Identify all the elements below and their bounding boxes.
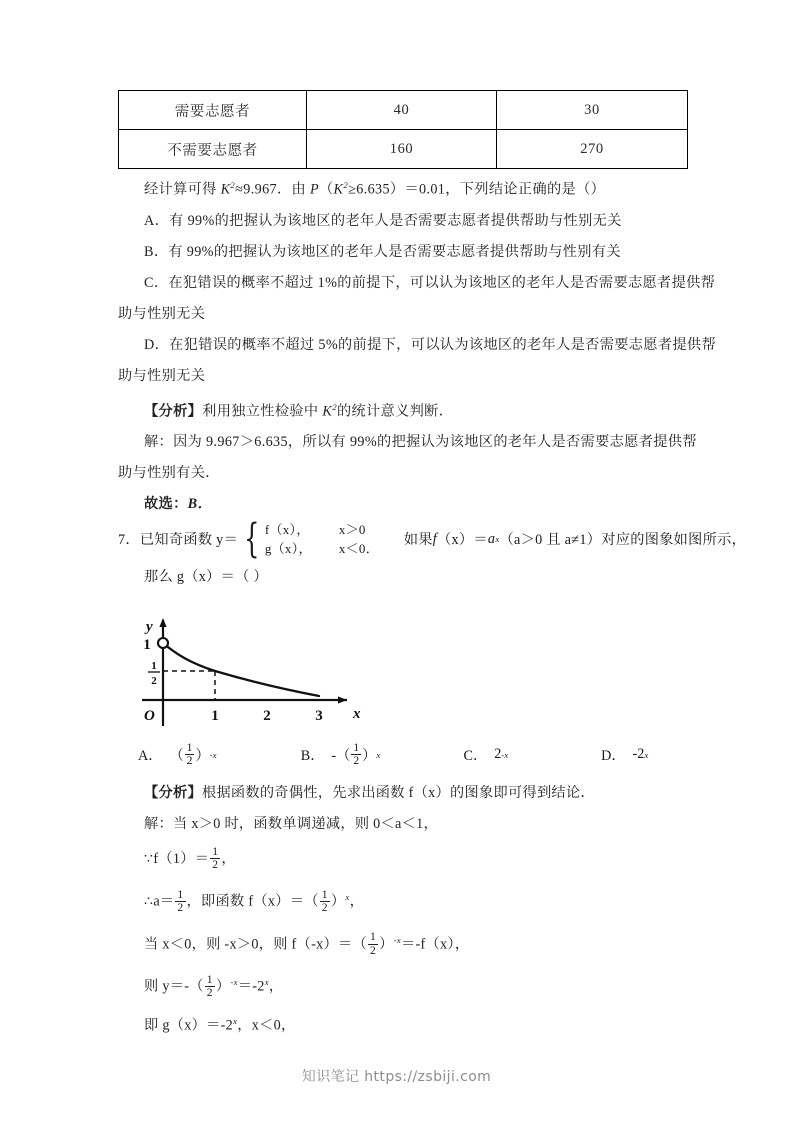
q6-solution-line1 [118, 427, 697, 458]
q7-option-c-label: C． [463, 747, 488, 764]
q6-stem-mid: ≈9.967．由 [235, 181, 310, 198]
case2-condition: x＜0． [338, 541, 380, 556]
q7-sol5-exponent: -x [230, 977, 238, 988]
q7-sol6-pre: 即 g（x）＝-2 [144, 1017, 234, 1034]
q7-sol4-exponent: -x [393, 934, 402, 945]
q7-solution-line1 [118, 809, 688, 840]
q6-option-c-line2[interactable]: 助与性别无关 [118, 305, 206, 322]
q7-option-b[interactable] [301, 742, 464, 767]
table-cell-male: 40 [307, 91, 497, 130]
q6-paren-open: （ [318, 181, 334, 198]
q6-answer-tag: 故选： [144, 496, 188, 513]
case1-expression: f（x）， [264, 522, 310, 537]
y-tick-label-1: 1 [143, 637, 151, 653]
q7-stem-row [118, 515, 747, 562]
q7-analysis-text: 根据函数的奇偶性，先求出函数 f（x）的图象即可得到结论． [201, 785, 595, 801]
q7-a-symbol: a [487, 530, 496, 547]
q7-option-d-base: -2 [632, 746, 645, 763]
y-tick-label-half-denominator: 2 [151, 675, 157, 687]
q7-option-a-close: ） [195, 747, 210, 764]
q7-sol5-denominator: 2 [206, 986, 213, 1000]
x-tick-label-2: 2 [263, 708, 271, 724]
exponential-decay-figure [132, 614, 364, 734]
origin-label: O [144, 708, 155, 724]
table-cell-female: 30 [497, 91, 688, 130]
q7-sol4-fraction [368, 931, 378, 956]
q7-sol3-end: ， [349, 893, 365, 910]
contingency-table [118, 90, 688, 169]
q7-sol3-numerator-2: 1 [321, 887, 328, 901]
y-axis-arrow-icon [159, 618, 166, 627]
footer-watermark [0, 1066, 793, 1086]
table-body [119, 91, 688, 169]
q7-sol2-post: ， [221, 851, 236, 867]
q7-option-b-close: ） [362, 747, 377, 764]
q6-solution-line2: 助与性别有关． [118, 465, 220, 482]
q7-solution-line5 [118, 963, 688, 1006]
q7-sol3-mid: ，即函数 f（x）＝（ [186, 893, 319, 910]
table-row [119, 130, 688, 169]
q7-stem-line2: 那么 g（x）＝（ ） [144, 569, 268, 585]
q7-sol3-denominator-2: 2 [321, 900, 328, 914]
q7-option-c[interactable] [464, 742, 602, 767]
q7-sol5-end: ， [268, 979, 284, 996]
q7-option-c-base: 2 [494, 746, 502, 763]
q6-analysis-line [118, 392, 684, 428]
q7-sol5-mid: ＝-2 [237, 979, 265, 996]
case1-condition: x＞0 [338, 522, 366, 537]
left-brace-icon: { [244, 515, 260, 562]
x-axis-arrow-icon [338, 696, 347, 703]
q6-option-a[interactable]: A．有 99%的把握认为该地区的老年人是否需要志愿者提供帮助与性别无关 [144, 212, 622, 229]
q7-sol6-post: ，x＜0， [237, 1017, 296, 1034]
q7-sol4-post: ＝-f（x）， [401, 936, 470, 953]
q6-analysis-pre: 利用独立性检验中 [202, 403, 323, 420]
footer-site-name: 知识笔记 [301, 1069, 360, 1085]
q7-analysis-tag: 【分析】 [144, 785, 202, 801]
q7-sol2-fraction [210, 846, 220, 871]
q6-k-exponent: 2 [230, 180, 236, 190]
q6-solution-text: 因为 9.967＞6.635，所以有 99%的把握认为该地区的老年人是否需要志愿者提供帮 [173, 434, 697, 451]
q6-answer-value: B． [187, 496, 212, 513]
q7-solution-block [118, 778, 688, 1042]
y-axis-label: y [146, 619, 153, 635]
q7-sol5-close: ） [215, 979, 231, 996]
q7-sol3-exponent: x [345, 892, 350, 902]
q7-sol4-close: ） [379, 936, 394, 953]
q7-option-b-exponent: x [376, 749, 381, 760]
q6-stem-ge: ≥6.635） [348, 181, 405, 198]
q6-k2-symbol: K [333, 181, 344, 198]
q7-solution-tag: 解： [144, 816, 173, 832]
q6-analysis-tag: 【分析】 [144, 403, 203, 420]
q7-sol5-numerator: 1 [206, 973, 213, 987]
q7-option-d[interactable] [601, 742, 698, 767]
q7-sol3-numerator-1: 1 [177, 887, 184, 901]
q7-fx: （x）＝ [437, 532, 488, 548]
q7-stem-tail: （a＞0 且 a≠1）对应的图象如图所示， [499, 532, 747, 548]
q7-option-b-fraction [351, 742, 361, 767]
q6-p-symbol: P [309, 181, 319, 198]
table-cell-label: 需要志愿者 [119, 91, 307, 130]
table-cell-female: 270 [497, 130, 688, 169]
decay-curve [163, 643, 319, 696]
q7-solution-line6 [118, 1006, 688, 1042]
q7-f-symbol: f [432, 530, 438, 547]
q7-sol4-numerator: 1 [369, 930, 377, 944]
q7-option-a[interactable] [138, 742, 301, 767]
q7-sol5-pre: 则 y＝-（ [144, 979, 204, 996]
open-endpoint-marker [158, 638, 168, 648]
q6-analysis-k-exponent: 2 [332, 401, 337, 412]
q7-sol3-close: ） [330, 893, 346, 910]
piecewise-brace-group [239, 515, 403, 562]
piecewise-cases [265, 520, 403, 558]
q7-sol2-denominator: 2 [212, 858, 219, 872]
q6-k-symbol: K [220, 181, 231, 198]
q7-sol3-fraction-1 [175, 889, 185, 914]
q7-solution-line2 [118, 840, 688, 878]
q7-option-a-numerator: 1 [186, 741, 193, 754]
question-7-block [118, 515, 747, 593]
q6-option-b[interactable]: B．有 99%的把握认为该地区的老年人是否需要志愿者提供帮助与性别有关 [144, 243, 621, 260]
q7-solution-text1: 当 x＞0 时，函数单调递减，则 0＜a＜1， [172, 816, 439, 832]
q7-option-a-open: （ [169, 747, 184, 764]
q7-a-exponent: x [495, 534, 500, 544]
q6-stem-close: ） [590, 181, 606, 198]
q7-option-c-exponent: -x [501, 749, 509, 760]
q7-sol4-pre: 当 x＜0，则 -x＞0，则 f（-x）＝（ [144, 936, 367, 953]
q6-stem-pre: 经计算可得 [144, 181, 221, 198]
q7-analysis-line [118, 778, 688, 809]
q7-option-b-label: B． [300, 747, 325, 764]
q7-option-d-label: D． [601, 747, 626, 764]
graph-svg [132, 614, 364, 734]
q7-option-a-exponent: -x [209, 749, 217, 760]
q7-solution-line4 [118, 921, 688, 964]
footer-url: https://zsbiji.com [364, 1069, 492, 1085]
question-6-block [118, 170, 716, 520]
table-row [119, 91, 688, 130]
q7-options-row [138, 742, 698, 767]
q7-option-b-numerator: 1 [353, 741, 360, 754]
q7-stem-pre: 已知奇函数 y＝ [139, 532, 239, 548]
q6-option-d-line1[interactable]: D．在犯错误的概率不超过 5%的前提下，可以认为该地区的老年人是否需要志愿者提供帮 [144, 336, 716, 353]
piecewise-case-2 [265, 539, 403, 558]
q7-option-a-denominator: 2 [186, 754, 193, 768]
x-tick-label-3: 3 [315, 708, 323, 724]
table-cell-label: 不需要志愿者 [119, 130, 307, 169]
q7-option-a-fraction [185, 742, 195, 767]
q6-solution-tag: 解： [144, 434, 174, 451]
q7-sol5-exponent-2: x [264, 977, 269, 988]
q7-sol5-fraction [205, 974, 215, 999]
q7-sol6-exponent: x [233, 1016, 238, 1027]
q7-sol3-fraction-2 [320, 889, 330, 914]
q7-option-d-exponent: x [644, 749, 649, 760]
q7-sol3-pre: ∴a＝ [144, 893, 175, 910]
q7-sol2-pre: ∵f（1）＝ [144, 851, 210, 867]
q7-solution-line3 [118, 878, 688, 921]
piecewise-case-1 [265, 520, 403, 539]
y-tick-label-half-numerator: 1 [151, 660, 157, 672]
q7-number: 7． [118, 532, 140, 548]
q6-analysis-post: 的统计意义判断． [336, 403, 454, 420]
q7-sol3-denominator-1: 2 [177, 900, 184, 914]
table-cell-male: 160 [307, 130, 497, 169]
q6-analysis-k: K [322, 403, 333, 420]
x-axis-label: x [353, 706, 361, 722]
q7-option-a-label: A． [138, 747, 163, 764]
q7-option-b-denominator: 2 [353, 754, 360, 768]
q7-stem-mid: 如果 [403, 532, 433, 548]
case2-expression: g（x）， [264, 541, 312, 556]
q6-k2-exponent: 2 [343, 180, 349, 190]
q7-sol2-numerator: 1 [212, 845, 219, 859]
q6-answer-line [118, 489, 684, 520]
q6-stem-line [118, 170, 684, 206]
q7-sol4-denominator: 2 [369, 943, 377, 957]
q6-option-c-line1[interactable]: C．在犯错误的概率不超过 1%的前提下，可以认为该地区的老年人是否需要志愿者提供帮 [144, 274, 716, 291]
q6-option-d-line2[interactable]: 助与性别无关 [118, 367, 206, 384]
q7-option-b-open: -（ [331, 747, 351, 764]
q6-stem-eq: ＝0.01，下列结论正确的是（ [404, 181, 591, 198]
x-tick-label-1: 1 [211, 708, 219, 724]
